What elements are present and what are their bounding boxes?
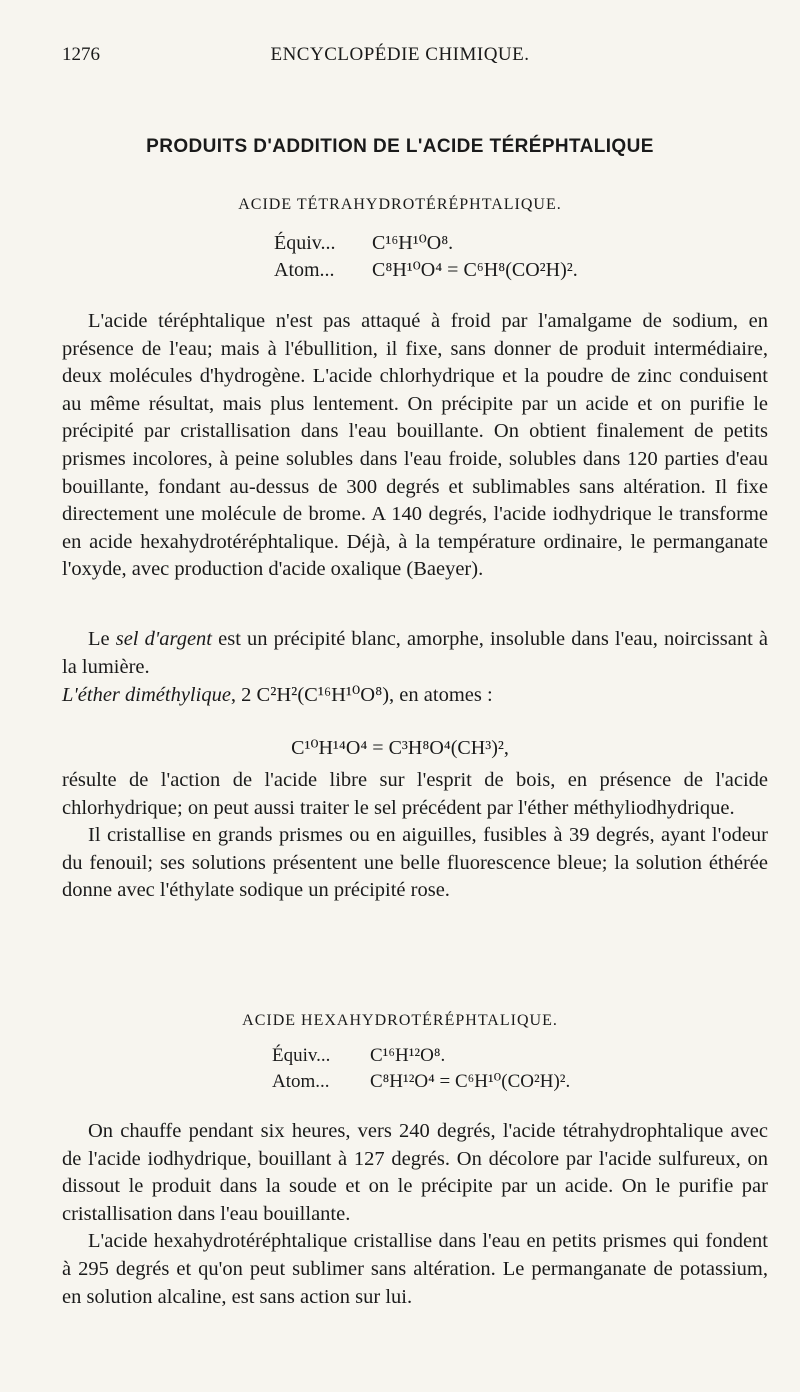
acid-1-equiv <box>274 230 453 255</box>
ether-formula: C¹⁰H¹⁴O⁴ = C³H⁸O⁴(CH³)², <box>291 737 509 759</box>
acid-2-atom <box>272 1070 570 1093</box>
page-number: 1276 <box>62 44 100 65</box>
acid-1-title: ACIDE TÉTRAHYDROTÉRÉPHTALIQUE. <box>238 196 562 213</box>
acid-2-title: ACIDE HEXAHYDROTÉRÉPHTALIQUE. <box>242 1012 558 1029</box>
paragraph-reduction <box>62 308 768 584</box>
paragraph-silver-salt <box>62 626 768 681</box>
paragraph-text: Il cristallise en grands prismes ou en aiguilles, fusibles à 39 degrés, ayant l'odeur du fenouil; ses solutions présentent une belle fluorescence bleue; la solution éthérée donne avec l'éthylate sodique un précipité rose. <box>62 824 768 902</box>
paragraph-ether-preparation <box>62 767 768 905</box>
silver-salt-rest: est un précipité blanc, amorphe, insoluble dans l'eau, noircissant à la lumière. <box>62 628 769 678</box>
ether-term: L'éther diméthylique <box>62 684 231 706</box>
silver-salt-text <box>62 626 768 681</box>
atom-formula: C⁸H¹²O⁴ = C⁶H¹⁰(CO²H)². <box>370 1071 571 1092</box>
acid-2-equiv <box>272 1045 445 1067</box>
running-title: ENCYCLOPÉDIE CHIMIQUE. <box>270 44 530 65</box>
silver-salt-term: sel d'argent <box>115 628 213 650</box>
equiv-formula: C¹⁶H¹⁰O⁸. <box>372 232 454 254</box>
acid-1-atom <box>274 257 578 282</box>
equiv-formula: C¹⁶H¹²O⁸. <box>370 1045 446 1066</box>
atom-label: Atom... <box>274 259 335 281</box>
ether-text <box>62 682 768 710</box>
paragraph-ether <box>62 682 768 710</box>
paragraph-text: On chauffe pendant six heures, vers 240 degrés, l'acide tétrahydrophtalique avec de l'acide iodhydrique, bouillant à 127 degrés. On décolore par l'acide sulfureux, on dissout le produit dans la soude et on le précipite par un acide. On le purifie par cristallisation dans l'eau bouillante. <box>62 1120 768 1225</box>
equiv-label: Équiv... <box>272 1045 331 1066</box>
silver-salt-prefix: Le <box>88 628 116 650</box>
atom-label: Atom... <box>272 1071 330 1092</box>
paragraph-preparation <box>62 1118 768 1311</box>
paragraph-text: résulte de l'action de l'acide libre sur l'esprit de bois, en présence de l'acide chlorhydrique; on peut aussi traiter le sel précédent par l'éther méthyliodhydrique. <box>62 769 768 819</box>
paragraph-text: L'acide téréphtalique n'est pas attaqué à froid par l'amalgame de sodium, en présence de l'eau; mais à l'ébullition, il fixe, sans donner de produit intermédiaire, deux molécules d'hydrogène. L'acide chlorhydrique et la poudre de zinc conduisent au même résultat, mais plus lentement. On précipite par un acide et on purifie le précipité par cristallisation dans l'eau bouillante. On obtient finalement de petits prismes incolores, à peine solubles dans l'eau froide, solubles dans 120 parties d'eau bouillante, fondant au-dessus de 300 degrés et sublimables sans altération. Il fixe directement une molécule de brome. A 140 degrés, l'acide iodhydrique le transforme en acide hexahydrotéréphtalique. Déjà, à la température ordinaire, le permanganate l'oxyde, avec production d'acide oxalique (Baeyer). <box>62 310 768 581</box>
equiv-label: Équiv... <box>274 232 336 254</box>
section-title: PRODUITS D'ADDITION DE L'ACIDE TÉRÉPHTALIQUE <box>146 136 654 157</box>
atom-formula: C⁸H¹⁰O⁴ = C⁶H⁸(CO²H)². <box>372 259 578 281</box>
ether-rest: , 2 C²H²(C¹⁶H¹⁰O⁸), en atomes : <box>230 684 493 706</box>
paragraph-text: L'acide hexahydrotéréphtalique cristallise dans l'eau en petits prismes qui fondent à 295 degrés et qu'on peut sublimer sans altération. Le permanganate de potassium, en solution alcaline, est sans action sur lui. <box>62 1230 768 1308</box>
